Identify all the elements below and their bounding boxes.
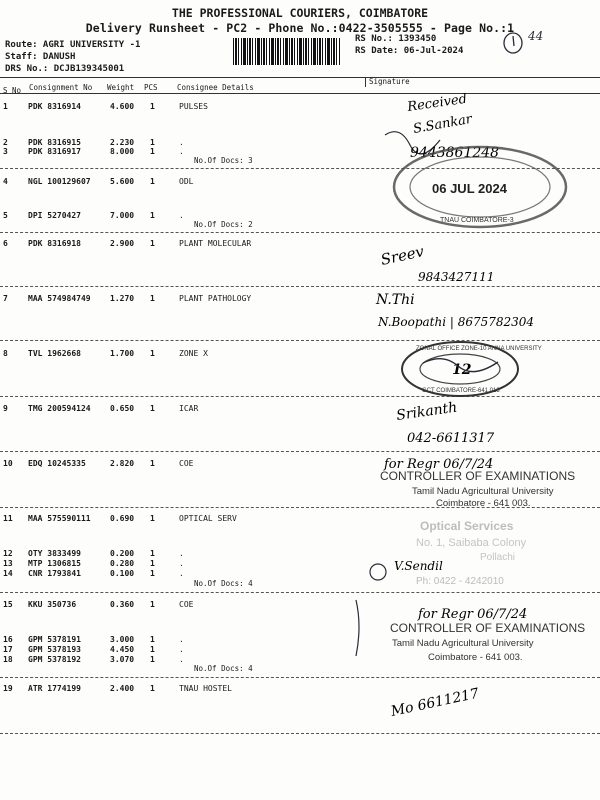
row-8-sno: 8 [3,349,8,358]
staff-label: Staff: DANUSH [5,52,76,62]
row-13-weight: 0.280 [110,559,135,568]
row-13-consignment: MTP 1306815 [28,559,81,568]
row-14-pcs: 1 [150,569,155,578]
row-16-sno: 16 [3,635,13,644]
row-8-consignee: ZONE X [179,349,208,358]
row-15-weight: 0.360 [110,600,135,609]
row-divider [0,733,600,734]
row-18-consignment: GPM 5378192 [28,655,81,664]
rule-top [0,77,600,78]
row-1-consignment: PDK 8316914 [28,102,81,111]
row-2-consignee: . [179,138,184,147]
stamp-center-text: 12 [452,362,472,378]
row-8-weight: 1.700 [110,349,135,358]
row-5-sno: 5 [3,211,8,220]
row-2-consignment: PDK 8316915 [28,138,81,147]
row-3-pcs: 1 [150,147,155,156]
faded-stamp-line-1: Optical Services [420,519,514,533]
row-19-pcs: 1 [150,684,155,693]
signature-6-phone: 9843427111 [418,270,495,284]
faded-stamp [360,510,600,594]
row-11-consignee: OPTICAL SERV [179,514,237,523]
row-8-consignment: TVL 1962668 [28,349,81,358]
row-14-weight: 0.100 [110,569,135,578]
row-divider [0,677,600,678]
row-11-sno: 11 [3,514,13,523]
coe-title-2: CONTROLLER OF EXAMINATIONS [390,621,586,635]
row-4-sno: 4 [3,177,8,186]
row-8-pcs: 1 [150,349,155,358]
rs-number: RS No.: 1393450 [355,34,437,44]
signature-9-phone: 042-6611317 [407,431,495,446]
row-12-consignment: OTY 3833499 [28,549,81,558]
row-12-pcs: 1 [150,549,155,558]
row-18-sno: 18 [3,655,13,664]
row-9-consignee: ICAR [179,404,199,413]
docs-count-1: No.Of Docs: 3 [194,156,253,165]
row-17-consignee: . [179,645,184,654]
row-13-pcs: 1 [150,559,155,568]
coe-university: Tamil Nadu Agricultural University [412,486,554,497]
row-2-sno: 2 [3,138,8,147]
row-14-consignee: . [179,569,184,578]
row-9-sno: 9 [3,404,8,413]
row-1-weight: 4.600 [110,102,135,111]
docs-count-4: No.Of Docs: 4 [194,664,253,673]
row-10-weight: 2.820 [110,459,135,468]
row-5-consignment: DPI 5270427 [28,211,81,220]
row-17-consignment: GPM 5378193 [28,645,81,654]
row-18-weight: 3.070 [110,655,135,664]
row-17-weight: 4.450 [110,645,135,654]
corner-note-text: 44 [528,29,544,43]
row-10-pcs: 1 [150,459,155,468]
row-6-consignee: PLANT MOLECULAR [179,239,252,248]
row-9-weight: 0.650 [110,404,135,413]
row-4-consignment: NGL 100129607 [28,177,91,186]
stamp-date: 06 JUL 2024 [432,181,507,196]
signature-7-name: N.Boopathi | 8675782304 [378,315,535,329]
signature-7-initial: N.Thi [376,292,415,308]
col-consignee: Consignee Details [177,83,254,92]
row-15-consignment: KKU 350736 [28,600,77,609]
row-7-consignment: MAA 574984749 [28,294,91,303]
row-14-consignment: CNR 1793841 [28,569,81,578]
row-13-sno: 13 [3,559,13,568]
coe-university-2: Tamil Nadu Agricultural University [392,638,534,649]
row-11-weight: 0.690 [110,514,135,523]
row-13-consignee: . [179,559,184,568]
col-weight: Weight [107,83,135,92]
signature-phone: 9443861248 [410,145,500,161]
signature-block-6 [378,235,598,285]
row-9-pcs: 1 [150,404,155,413]
row-7-consignee: PLANT PATHOLOGY [179,294,252,303]
col-signature: Signature [369,77,410,86]
col-consignment: Consignment No [29,83,93,92]
row-3-consignee: . [179,147,184,156]
coe-address: Coimbatore - 641 003. [436,498,531,509]
signature-block-9 [395,400,595,450]
row-11-consignment: MAA 575590111 [28,514,91,523]
row-1-consignee: PULSES [179,102,208,111]
row-10-consignment: EDQ 10245335 [28,459,86,468]
row-16-consignment: GPM 5378191 [28,635,81,644]
row-5-pcs: 1 [150,211,155,220]
row-16-consignee: . [179,635,184,644]
row-3-consignment: PDK 8316917 [28,147,81,156]
row-14-sno: 14 [3,569,13,578]
row-12-sno: 12 [3,549,13,558]
row-11-pcs: 1 [150,514,155,523]
row-18-consignee: . [179,655,184,664]
zonal-stamp [398,338,542,398]
circled-note [498,24,558,64]
stamp-location: TNAU COIMBATORE-3 [440,217,514,224]
row-4-weight: 5.600 [110,177,135,186]
coe-address-2: Coimbatore - 641 003. [428,652,523,663]
row-6-pcs: 1 [150,239,155,248]
row-19-consignment: ATR 1774199 [28,684,81,693]
row-3-sno: 3 [3,147,8,156]
faded-stamp-line-4: Ph: 0422 - 4242010 [416,576,504,587]
runsheet-subtitle: Delivery Runsheet - PC2 - Phone No.:0422-3505555 - Page No.:1 [85,21,515,35]
barcode [233,38,341,65]
row-4-pcs: 1 [150,177,155,186]
row-6-consignment: PDK 8316918 [28,239,81,248]
row-7-weight: 1.270 [110,294,135,303]
signature-15-hand: for Regr 06/7/24 [418,607,528,622]
row-16-weight: 3.000 [110,635,135,644]
rule-header [0,93,600,94]
row-4-consignee: ODL [179,177,194,186]
docs-count-2: No.Of Docs: 2 [194,220,253,229]
row-1-pcs: 1 [150,102,155,111]
signature-block-19 [389,685,510,732]
route-label: Route: AGRI UNIVERSITY -1 [5,40,141,50]
signature-11-hand: V.Sendil [394,559,443,573]
company-title: THE PROFESSIONAL COURIERS, COIMBATORE [171,6,429,20]
row-9-consignment: TMG 200594124 [28,404,91,413]
row-10-consignee: COE [179,459,194,468]
sig-col-divider [365,77,366,87]
coe-stamp-1 [376,452,600,508]
signature-block-1 [380,91,600,235]
row-15-sno: 15 [3,600,13,609]
row-19-sno: 19 [3,684,13,693]
row-divider [0,286,600,287]
row-6-weight: 2.900 [110,239,135,248]
row-12-weight: 0.200 [110,549,135,558]
docs-count-3: No.Of Docs: 4 [194,579,253,588]
stamp-bottom-text: GCT COIMBATORE-641 013 [422,388,500,394]
signature-received-text: Received [406,91,468,115]
row-17-pcs: 1 [150,645,155,654]
row-18-pcs: 1 [150,655,155,664]
rs-date: RS Date: 06-Jul-2024 [355,46,464,56]
row-19-consignee: TNAU HOSTEL [179,684,232,693]
row-5-weight: 7.000 [110,211,135,220]
row-2-pcs: 1 [150,138,155,147]
row-2-weight: 2.230 [110,138,135,147]
col-sno: S No [3,86,22,95]
row-6-sno: 6 [3,239,8,248]
row-7-sno: 7 [3,294,8,303]
signature-block-7 [372,288,600,338]
row-17-sno: 17 [3,645,13,654]
row-19-weight: 2.400 [110,684,135,693]
coe-stamp-2 [350,596,600,676]
signature-10-hand: for Regr 06/7/24 [384,457,494,472]
row-7-pcs: 1 [150,294,155,303]
row-15-consignee: COE [179,600,194,609]
row-5-consignee: . [179,211,184,220]
signature-19-hand: Mo 6611217 [389,685,481,720]
faded-stamp-line-3: Pollachi [480,552,516,563]
signature-9-name: Srikanth [395,399,459,424]
row-16-pcs: 1 [150,635,155,644]
col-pcs: PCS [144,83,158,92]
signature-name: S.Sankar [412,111,474,137]
drs-number: DRS No.: DCJB139345001 [5,64,125,74]
row-1-sno: 1 [3,102,8,111]
row-12-consignee: . [179,549,184,558]
signature-6-name: Sreev [379,242,426,269]
row-3-weight: 8.000 [110,147,135,156]
stamp-ring-text: ZONAL OFFICE ZONE-10 ANNA UNIVERSITY [416,346,542,352]
faded-stamp-line-2: No. 1, Saibaba Colony [416,537,527,549]
row-10-sno: 10 [3,459,13,468]
row-15-pcs: 1 [150,600,155,609]
coe-title: CONTROLLER OF EXAMINATIONS [380,469,576,483]
